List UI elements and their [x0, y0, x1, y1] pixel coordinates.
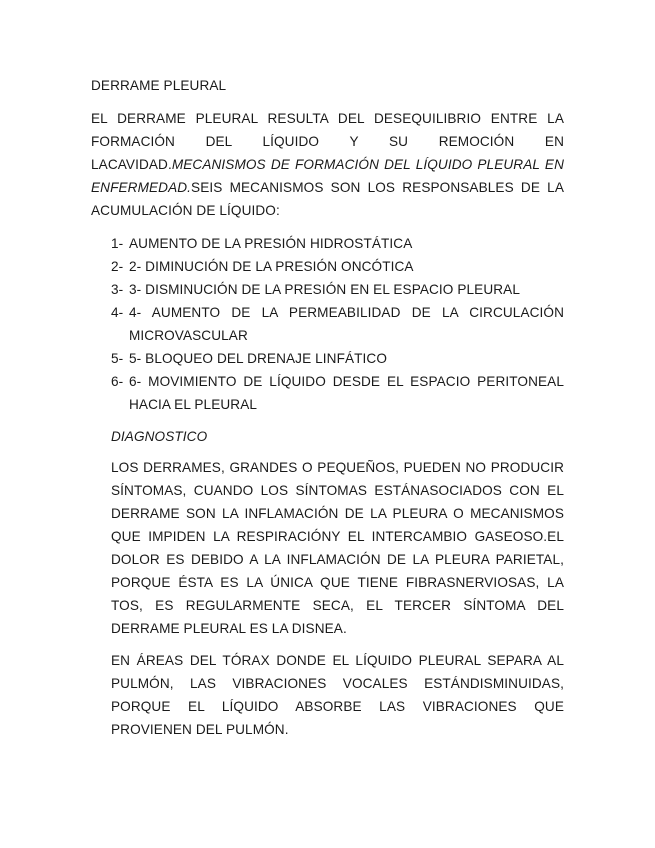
diagnosis-section: [111, 425, 564, 741]
intro-text-end: SEIS MECANISMOS SON LOS RESPONSABLES DE LA ACUMULACIÓN DE LÍQUIDO:: [91, 180, 564, 218]
list-item-text: 5- BLOQUEO DEL DRENAJE LINFÁTICO: [129, 351, 388, 366]
list-item-number: 6-: [111, 374, 124, 389]
list-item-text: 6- MOVIMIENTO DE LÍQUIDO DESDE EL ESPACIO PERITONEAL HACIA EL PLEURAL: [129, 374, 564, 412]
list-item-text: 4- AUMENTO DE LA PERMEABILIDAD DE LA CIRCULACIÓN MICROVASCULAR: [129, 305, 564, 343]
intro-text-start: EL DERRAME PLEURAL RESULTA DEL DESEQUILIBRIO ENTRE LA FORMACIÓN DEL LÍQUIDO Y SU REMOCIÓN EN LACAVIDAD.: [91, 111, 564, 172]
intro-paragraph: [91, 107, 564, 222]
list-item: [111, 278, 564, 301]
list-item: [111, 255, 564, 278]
list-item: [111, 347, 564, 370]
list-item: [111, 232, 564, 255]
list-item-number: 4-: [111, 305, 124, 320]
list-item-text: 2- DIMINUCIÓN DE LA PRESIÓN ONCÓTICA: [129, 259, 414, 274]
diagnosis-paragraph-symptoms: LOS DERRAMES, GRANDES O PEQUEÑOS, PUEDEN NO PRODUCIR SÍNTOMAS, CUANDO LOS SÍNTOMAS ESTÁNASOCIADOS CON EL DERRAME SON LA INFLAMACIÓN DE LA PLEURA O MECANISMOS QUE IMPIDEN LA RESPIRACIÓNY EL INTERCAMBIO GASEOSO.EL DOLOR ES DEBIDO A LA INFLAMACIÓN DE LA PLEURA PARIETAL, PORQUE ÉSTA ES LA ÚNICA QUE TIENE FIBRASNERVIOSAS, LA TOS, ES REGULARMENTE SECA, EL TERCER SÍNTOMA DEL DERRAME PLEURAL ES LA DISNEA.: [111, 460, 564, 636]
diagnosis-heading: DIAGNOSTICO: [111, 429, 208, 444]
document-title: DERRAME PLEURAL: [91, 78, 227, 93]
mechanisms-list: [91, 232, 564, 416]
list-item-number: 1-: [111, 236, 124, 251]
list-item-text: AUMENTO DE LA PRESIÓN HIDROSTÁTICA: [129, 236, 413, 251]
list-item-number: 5-: [111, 351, 124, 366]
list-item-number: 3-: [111, 282, 124, 297]
intro-italic-heading: MECANISMOS DE FORMACIÓN DEL LÍQUIDO PLEURAL EN ENFERMEDAD.: [91, 157, 564, 195]
document-page: [91, 74, 564, 741]
list-item: [111, 301, 564, 347]
list-item-number: 2-: [111, 259, 124, 274]
list-item: [111, 370, 564, 416]
list-item-text: 3- DISMINUCIÓN DE LA PRESIÓN EN EL ESPACIO PLEURAL: [129, 282, 521, 297]
diagnosis-paragraph-vibrations: EN ÁREAS DEL TÓRAX DONDE EL LÍQUIDO PLEURAL SEPARA AL PULMÓN, LAS VIBRACIONES VOCALES ESTÁNDISMINUIDAS, PORQUE EL LÍQUIDO ABSORBE LAS VIBRACIONES QUE PROVIENEN DEL PULMÓN.: [111, 653, 564, 737]
